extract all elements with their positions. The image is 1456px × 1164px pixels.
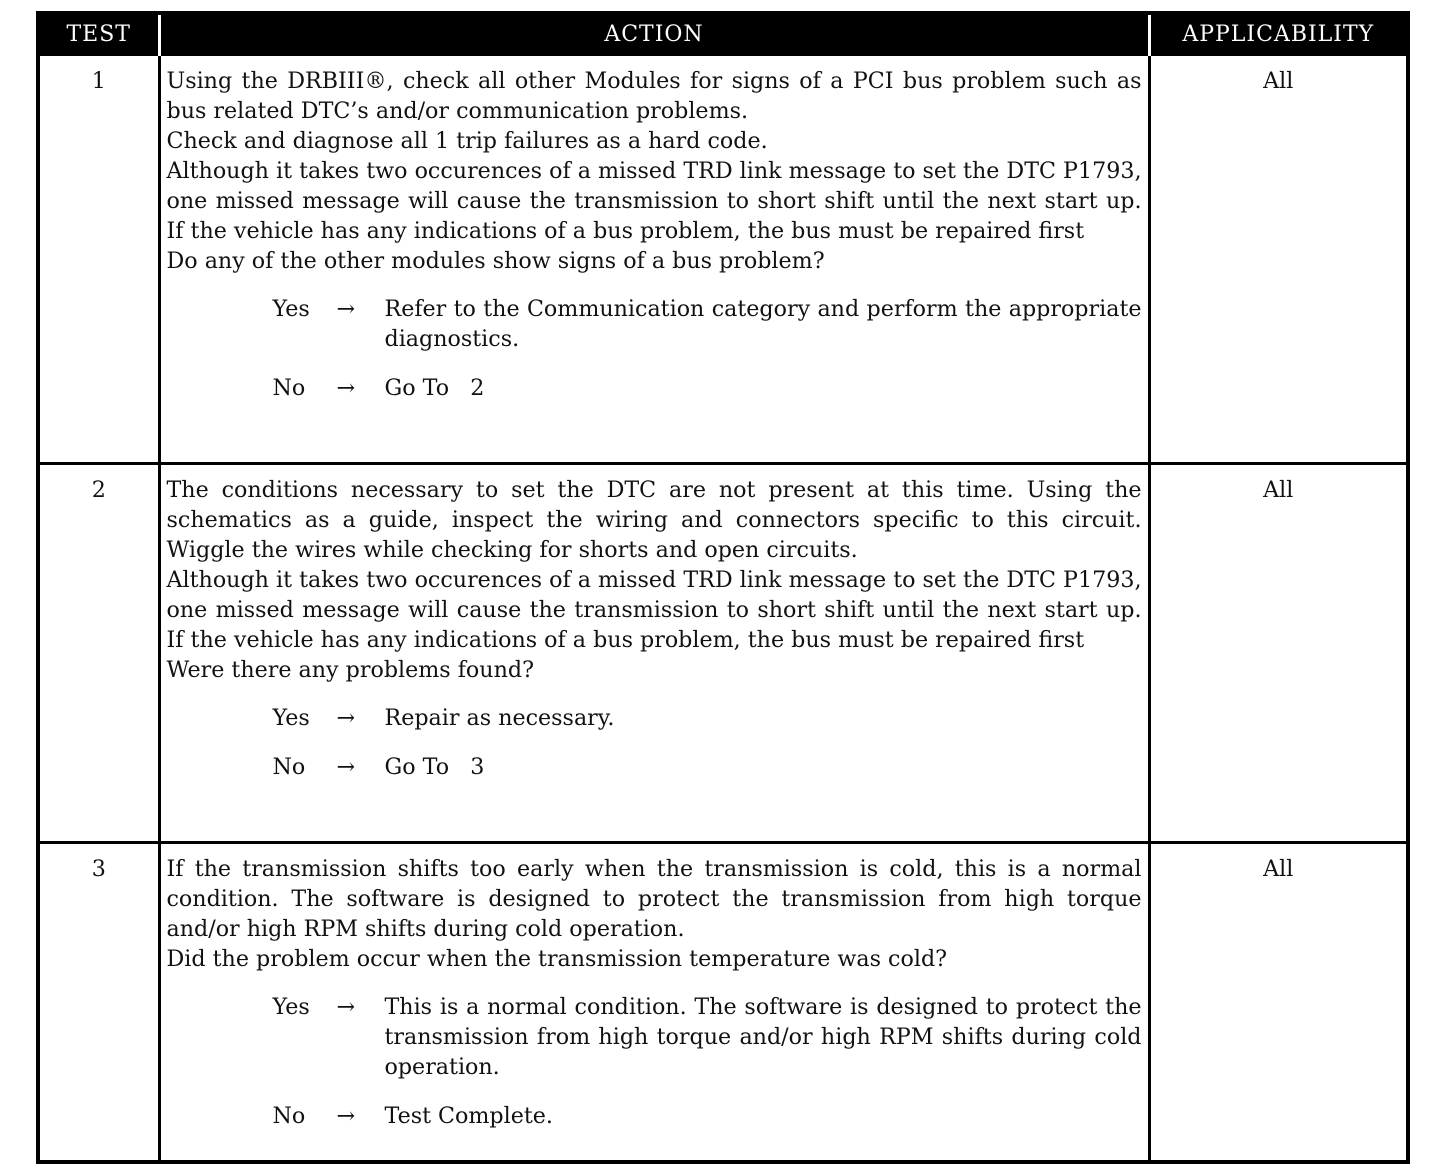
- action-text: The conditions necessary to set the DTC are not present at this time. Using the schematics as a guide, inspect the wiring and connectors specific to this circuit. Wiggle the wires while checking for shorts and open circuits.: [166, 477, 1142, 563]
- action-text: If the transmission shifts too early when the transmission is cold, this is a normal condition. The software is designed to protect the transmission from high torque and/or high RPM shifts during cold operation.: [166, 856, 1142, 942]
- action-question: Do any of the other modules show signs of a bus problem?: [166, 248, 825, 274]
- outcome-result: Go To 3: [384, 754, 485, 780]
- right-arrow-icon: →: [336, 994, 356, 1020]
- test-number: 3: [38, 843, 159, 1163]
- header-applicability: APPLICABILITY: [1149, 13, 1408, 55]
- action-text: Although it takes two occurences of a missed TRD link message to set the DTC P1793, one missed message will cause the transmission to short shift until the next start up. If the vehicle has any indications of a bus problem, the bus must be repaired first: [166, 567, 1142, 653]
- action-cell: [159, 843, 1149, 1163]
- applicability-value: All: [1149, 55, 1408, 464]
- table-row: [38, 55, 1408, 464]
- outcome-no: [273, 1101, 1142, 1131]
- outcome-result: Test Complete.: [384, 1103, 553, 1129]
- answer-label: Yes: [272, 296, 310, 322]
- answer-label: No: [272, 754, 306, 780]
- test-number: 1: [38, 55, 159, 464]
- outcome-no: [273, 373, 1142, 403]
- table-header: [38, 13, 1408, 55]
- right-arrow-icon: →: [336, 705, 356, 731]
- outcome-result: Repair as necessary.: [384, 705, 615, 731]
- action-text: Check and diagnose all 1 trip failures as a hard code.: [166, 128, 768, 154]
- right-arrow-icon: →: [336, 296, 356, 322]
- outcome-result: Refer to the Communication category and perform the appropriate diagnostics.: [384, 296, 1142, 352]
- outcome-result: Go To 2: [384, 375, 485, 401]
- action-question: Were there any problems found?: [166, 657, 534, 683]
- outcome-no: [273, 752, 1142, 782]
- action-text: Using the DRBIII®, check all other Modules for signs of a PCI bus problem such as bus related DTC’s and/or communication problems.: [166, 68, 1142, 124]
- table-row: [38, 843, 1408, 1163]
- outcome-yes: [273, 992, 1142, 1082]
- right-arrow-icon: →: [336, 1103, 356, 1129]
- header-action: ACTION: [159, 13, 1149, 55]
- answer-label: Yes: [272, 705, 310, 731]
- table-row: [38, 464, 1408, 843]
- diagnostic-test-table: [36, 11, 1410, 1164]
- action-cell: [159, 55, 1149, 464]
- answer-label: No: [272, 375, 306, 401]
- applicability-value: All: [1149, 843, 1408, 1163]
- right-arrow-icon: →: [336, 375, 356, 401]
- right-arrow-icon: →: [336, 754, 356, 780]
- action-text: Although it takes two occurences of a missed TRD link message to set the DTC P1793, one missed message will cause the transmission to short shift until the next start up. If the vehicle has any indications of a bus problem, the bus must be repaired first: [166, 158, 1142, 244]
- answer-label: No: [272, 1103, 306, 1129]
- action-cell: [159, 464, 1149, 843]
- answer-label: Yes: [272, 994, 310, 1020]
- header-test: TEST: [38, 13, 159, 55]
- outcome-result: This is a normal condition. The software is designed to protect the transmission from high torque and/or high RPM shifts during cold operation.: [384, 994, 1142, 1080]
- outcome-yes: [273, 703, 1142, 733]
- test-number: 2: [38, 464, 159, 843]
- applicability-value: All: [1149, 464, 1408, 843]
- outcome-yes: [273, 294, 1142, 354]
- action-question: Did the problem occur when the transmission temperature was cold?: [166, 946, 948, 972]
